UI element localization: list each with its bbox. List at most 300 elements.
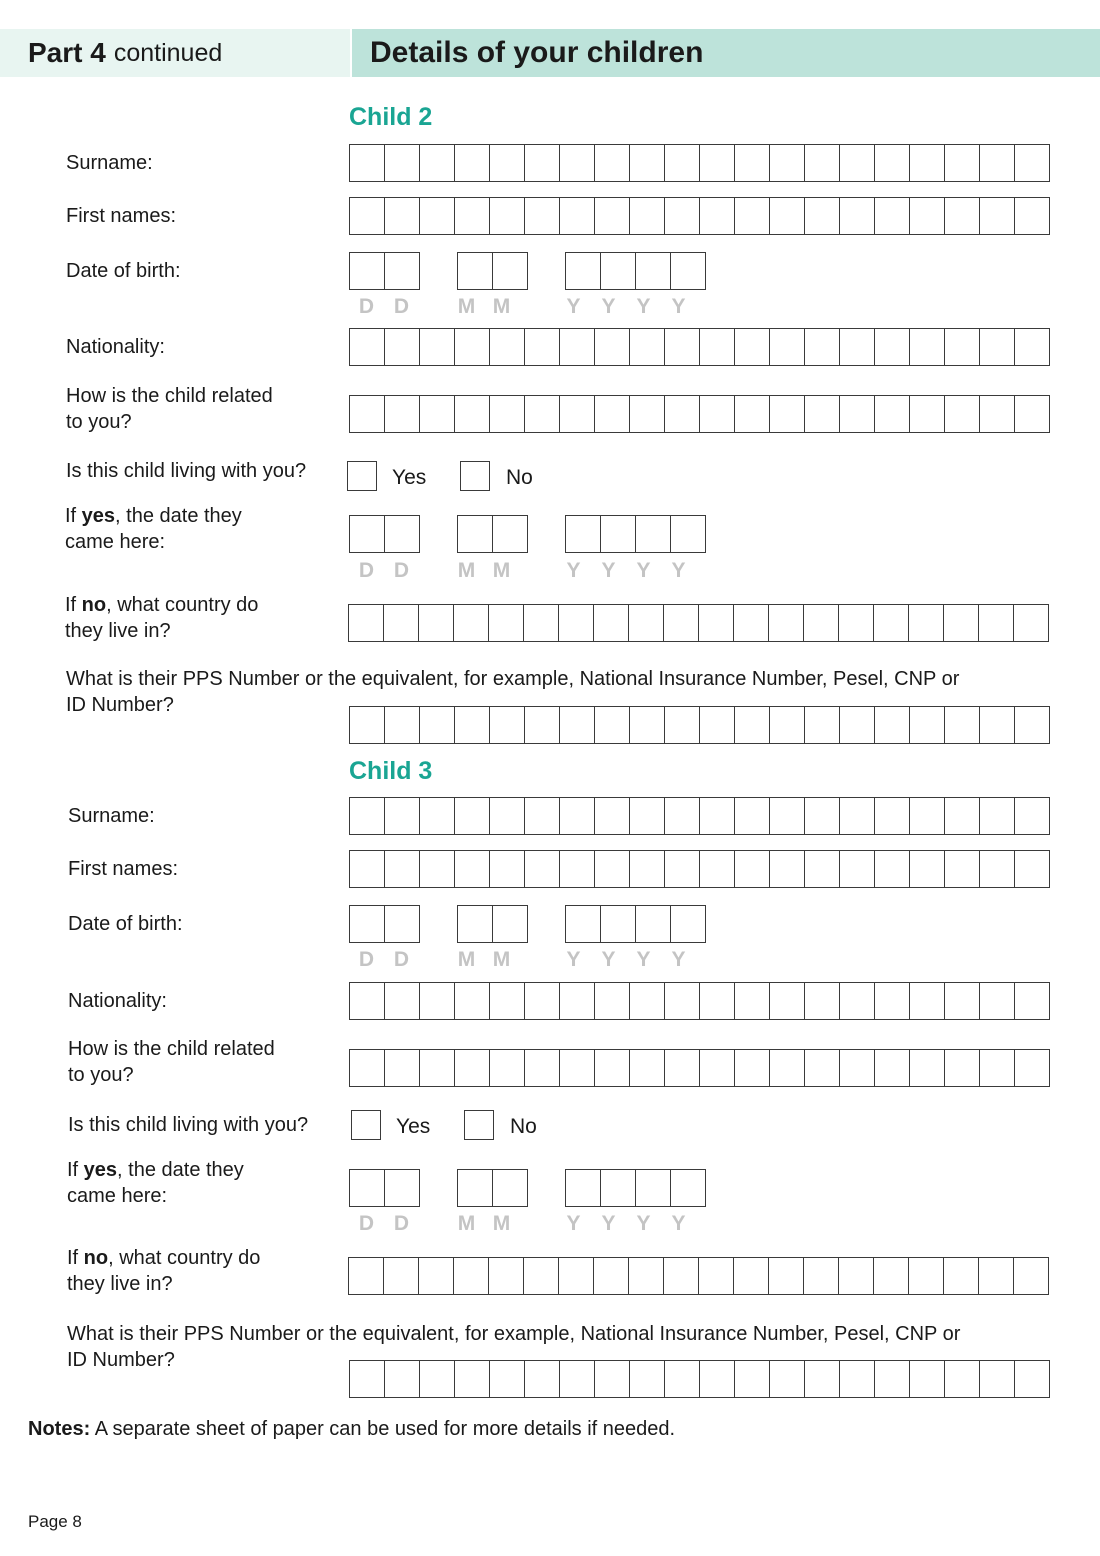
child-2-came-month-field[interactable] <box>457 515 528 553</box>
child-3-first-names-field-cell[interactable] <box>944 850 980 888</box>
child-3-relation-field-cell[interactable] <box>454 1049 490 1087</box>
child-3-pps-field-cell[interactable] <box>699 1360 735 1398</box>
child-2-first-names-field-cell[interactable] <box>559 197 595 235</box>
child-2-nationality-field[interactable] <box>349 328 1050 366</box>
child-2-pps-field-cell[interactable] <box>419 706 455 744</box>
child-2-relation-field-cell[interactable] <box>349 395 385 433</box>
child-3-relation-field-cell[interactable] <box>1014 1049 1050 1087</box>
child-3-surname-field-cell[interactable] <box>699 797 735 835</box>
child-3-pps-field-cell[interactable] <box>944 1360 980 1398</box>
child-3-nationality-field-cell[interactable] <box>629 982 665 1020</box>
child-2-nationality-field-cell[interactable] <box>594 328 630 366</box>
child-2-nationality-field-cell[interactable] <box>384 328 420 366</box>
child-2-nationality-field-cell[interactable] <box>629 328 665 366</box>
child-3-country-field-cell[interactable] <box>418 1257 454 1295</box>
child-2-relation-field-cell[interactable] <box>769 395 805 433</box>
child-2-came-year-field[interactable] <box>565 515 706 553</box>
child-3-country-field-cell[interactable] <box>908 1257 944 1295</box>
child-2-dob-day-field-cell[interactable] <box>349 252 385 290</box>
child-2-surname-field-cell[interactable] <box>419 144 455 182</box>
child-3-nationality-field[interactable] <box>349 982 1050 1020</box>
child-3-came-year-field-cell[interactable] <box>635 1169 671 1207</box>
child-3-nationality-field-cell[interactable] <box>839 982 875 1020</box>
child-3-country-field-cell[interactable] <box>698 1257 734 1295</box>
child-2-first-names-field-cell[interactable] <box>454 197 490 235</box>
child-2-came-year-field-cell[interactable] <box>565 515 601 553</box>
child-2-pps-field-cell[interactable] <box>384 706 420 744</box>
child-2-dob-day-field[interactable] <box>349 252 420 290</box>
child-3-living-yes-checkbox[interactable] <box>351 1110 381 1140</box>
child-3-surname-field-cell[interactable] <box>594 797 630 835</box>
child-3-pps-field-cell[interactable] <box>559 1360 595 1398</box>
child-2-pps-field-cell[interactable] <box>874 706 910 744</box>
child-3-nationality-field-cell[interactable] <box>1014 982 1050 1020</box>
child-3-country-field-cell[interactable] <box>803 1257 839 1295</box>
child-2-relation-field-cell[interactable] <box>839 395 875 433</box>
child-2-living-yes-checkbox[interactable] <box>347 461 377 491</box>
child-3-nationality-field-cell[interactable] <box>804 982 840 1020</box>
child-3-relation-field[interactable] <box>349 1049 1050 1087</box>
child-2-surname-field-cell[interactable] <box>909 144 945 182</box>
child-3-first-names-field-cell[interactable] <box>804 850 840 888</box>
child-3-country-field-cell[interactable] <box>733 1257 769 1295</box>
child-2-relation-field-cell[interactable] <box>909 395 945 433</box>
child-2-first-names-field-cell[interactable] <box>489 197 525 235</box>
child-2-nationality-field-cell[interactable] <box>664 328 700 366</box>
child-3-dob-month-field-cell[interactable] <box>492 905 528 943</box>
child-3-dob-year-field-cell[interactable] <box>600 905 636 943</box>
child-3-pps-field-cell[interactable] <box>664 1360 700 1398</box>
child-3-pps-field-cell[interactable] <box>874 1360 910 1398</box>
child-3-first-names-field-cell[interactable] <box>629 850 665 888</box>
child-3-first-names-field-cell[interactable] <box>874 850 910 888</box>
child-3-country-field-cell[interactable] <box>978 1257 1014 1295</box>
child-2-living-no-checkbox[interactable] <box>460 461 490 491</box>
child-2-pps-field-cell[interactable] <box>594 706 630 744</box>
child-2-relation-field-cell[interactable] <box>944 395 980 433</box>
child-3-pps-field-cell[interactable] <box>419 1360 455 1398</box>
child-3-first-names-field-cell[interactable] <box>349 850 385 888</box>
child-2-first-names-field-cell[interactable] <box>909 197 945 235</box>
child-2-pps-field-cell[interactable] <box>489 706 525 744</box>
child-3-relation-field-cell[interactable] <box>804 1049 840 1087</box>
child-2-surname-field-cell[interactable] <box>734 144 770 182</box>
child-2-pps-field-cell[interactable] <box>804 706 840 744</box>
child-2-surname-field-cell[interactable] <box>594 144 630 182</box>
child-2-relation-field[interactable] <box>349 395 1050 433</box>
child-2-came-month-field-cell[interactable] <box>492 515 528 553</box>
child-3-country-field-cell[interactable] <box>663 1257 699 1295</box>
child-2-surname-field-cell[interactable] <box>454 144 490 182</box>
child-3-pps-field-cell[interactable] <box>769 1360 805 1398</box>
child-2-relation-field-cell[interactable] <box>454 395 490 433</box>
child-3-came-month-field-cell[interactable] <box>492 1169 528 1207</box>
child-2-country-field-cell[interactable] <box>733 604 769 642</box>
child-2-came-day-field-cell[interactable] <box>349 515 385 553</box>
child-2-relation-field-cell[interactable] <box>804 395 840 433</box>
child-3-surname-field-cell[interactable] <box>629 797 665 835</box>
child-2-nationality-field-cell[interactable] <box>419 328 455 366</box>
child-3-surname-field-cell[interactable] <box>559 797 595 835</box>
child-2-surname-field-cell[interactable] <box>804 144 840 182</box>
child-3-surname-field-cell[interactable] <box>944 797 980 835</box>
child-3-nationality-field-cell[interactable] <box>874 982 910 1020</box>
child-2-surname-field-cell[interactable] <box>979 144 1015 182</box>
child-2-first-names-field-cell[interactable] <box>594 197 630 235</box>
child-3-country-field-cell[interactable] <box>558 1257 594 1295</box>
child-3-nationality-field-cell[interactable] <box>419 982 455 1020</box>
child-3-nationality-field-cell[interactable] <box>384 982 420 1020</box>
child-2-pps-field-cell[interactable] <box>839 706 875 744</box>
child-2-dob-month-field[interactable] <box>457 252 528 290</box>
child-2-nationality-field-cell[interactable] <box>734 328 770 366</box>
child-2-surname-field-cell[interactable] <box>769 144 805 182</box>
child-3-pps-field-cell[interactable] <box>489 1360 525 1398</box>
child-2-first-names-field-cell[interactable] <box>874 197 910 235</box>
child-3-country-field-cell[interactable] <box>348 1257 384 1295</box>
child-3-nationality-field-cell[interactable] <box>769 982 805 1020</box>
child-2-pps-field-cell[interactable] <box>629 706 665 744</box>
child-3-country-field-cell[interactable] <box>593 1257 629 1295</box>
child-2-country-field-cell[interactable] <box>803 604 839 642</box>
child-2-relation-field-cell[interactable] <box>734 395 770 433</box>
child-3-surname-field[interactable] <box>349 797 1050 835</box>
child-2-pps-field-cell[interactable] <box>664 706 700 744</box>
child-3-dob-day-field-cell[interactable] <box>349 905 385 943</box>
child-2-pps-field[interactable] <box>349 706 1050 744</box>
child-2-dob-month-field-cell[interactable] <box>492 252 528 290</box>
child-3-dob-month-field-cell[interactable] <box>457 905 493 943</box>
child-3-dob-day-field-cell[interactable] <box>384 905 420 943</box>
child-3-nationality-field-cell[interactable] <box>594 982 630 1020</box>
child-2-country-field-cell[interactable] <box>663 604 699 642</box>
child-3-country-field-cell[interactable] <box>768 1257 804 1295</box>
child-2-first-names-field-cell[interactable] <box>384 197 420 235</box>
child-2-pps-field-cell[interactable] <box>944 706 980 744</box>
child-3-relation-field-cell[interactable] <box>874 1049 910 1087</box>
child-3-dob-year-field-cell[interactable] <box>565 905 601 943</box>
child-3-surname-field-cell[interactable] <box>734 797 770 835</box>
child-3-dob-day-field[interactable] <box>349 905 420 943</box>
child-3-country-field[interactable] <box>348 1257 1049 1295</box>
child-2-relation-field-cell[interactable] <box>699 395 735 433</box>
child-3-came-day-field-cell[interactable] <box>349 1169 385 1207</box>
child-3-nationality-field-cell[interactable] <box>524 982 560 1020</box>
child-3-pps-field-cell[interactable] <box>839 1360 875 1398</box>
child-2-relation-field-cell[interactable] <box>384 395 420 433</box>
child-3-country-field-cell[interactable] <box>873 1257 909 1295</box>
child-3-surname-field-cell[interactable] <box>804 797 840 835</box>
child-2-country-field-cell[interactable] <box>943 604 979 642</box>
child-3-surname-field-cell[interactable] <box>524 797 560 835</box>
child-2-first-names-field-cell[interactable] <box>804 197 840 235</box>
child-3-pps-field-cell[interactable] <box>909 1360 945 1398</box>
child-2-pps-field-cell[interactable] <box>769 706 805 744</box>
child-3-nationality-field-cell[interactable] <box>734 982 770 1020</box>
child-3-relation-field-cell[interactable] <box>664 1049 700 1087</box>
child-2-pps-field-cell[interactable] <box>559 706 595 744</box>
child-2-pps-field-cell[interactable] <box>909 706 945 744</box>
child-2-country-field-cell[interactable] <box>628 604 664 642</box>
child-3-surname-field-cell[interactable] <box>664 797 700 835</box>
child-3-surname-field-cell[interactable] <box>979 797 1015 835</box>
child-2-came-day-field[interactable] <box>349 515 420 553</box>
child-2-nationality-field-cell[interactable] <box>979 328 1015 366</box>
child-2-nationality-field-cell[interactable] <box>944 328 980 366</box>
child-3-country-field-cell[interactable] <box>838 1257 874 1295</box>
child-2-country-field-cell[interactable] <box>348 604 384 642</box>
child-2-country-field-cell[interactable] <box>978 604 1014 642</box>
child-3-country-field-cell[interactable] <box>523 1257 559 1295</box>
child-2-nationality-field-cell[interactable] <box>489 328 525 366</box>
child-3-pps-field-cell[interactable] <box>979 1360 1015 1398</box>
child-3-came-month-field-cell[interactable] <box>457 1169 493 1207</box>
child-2-first-names-field-cell[interactable] <box>419 197 455 235</box>
child-3-country-field-cell[interactable] <box>488 1257 524 1295</box>
child-3-dob-year-field-cell[interactable] <box>670 905 706 943</box>
child-3-came-day-field[interactable] <box>349 1169 420 1207</box>
child-2-country-field-cell[interactable] <box>593 604 629 642</box>
child-3-nationality-field-cell[interactable] <box>979 982 1015 1020</box>
child-2-came-day-field-cell[interactable] <box>384 515 420 553</box>
child-2-nationality-field-cell[interactable] <box>769 328 805 366</box>
child-2-relation-field-cell[interactable] <box>559 395 595 433</box>
child-3-dob-month-field[interactable] <box>457 905 528 943</box>
child-2-surname-field-cell[interactable] <box>699 144 735 182</box>
child-2-came-month-field-cell[interactable] <box>457 515 493 553</box>
child-3-pps-field[interactable] <box>349 1360 1050 1398</box>
child-3-first-names-field-cell[interactable] <box>454 850 490 888</box>
child-2-surname-field-cell[interactable] <box>629 144 665 182</box>
child-2-country-field-cell[interactable] <box>698 604 734 642</box>
child-3-relation-field-cell[interactable] <box>944 1049 980 1087</box>
child-2-nationality-field-cell[interactable] <box>524 328 560 366</box>
child-2-first-names-field-cell[interactable] <box>664 197 700 235</box>
child-2-pps-field-cell[interactable] <box>1014 706 1050 744</box>
child-2-nationality-field-cell[interactable] <box>839 328 875 366</box>
child-3-nationality-field-cell[interactable] <box>664 982 700 1020</box>
child-3-first-names-field-cell[interactable] <box>419 850 455 888</box>
child-3-pps-field-cell[interactable] <box>454 1360 490 1398</box>
child-2-country-field-cell[interactable] <box>1013 604 1049 642</box>
child-3-pps-field-cell[interactable] <box>1014 1360 1050 1398</box>
child-2-country-field-cell[interactable] <box>523 604 559 642</box>
child-2-dob-year-field[interactable] <box>565 252 706 290</box>
child-3-first-names-field-cell[interactable] <box>664 850 700 888</box>
child-3-dob-year-field-cell[interactable] <box>635 905 671 943</box>
child-2-nationality-field-cell[interactable] <box>699 328 735 366</box>
child-3-country-field-cell[interactable] <box>453 1257 489 1295</box>
child-2-nationality-field-cell[interactable] <box>454 328 490 366</box>
child-2-dob-month-field-cell[interactable] <box>457 252 493 290</box>
child-2-pps-field-cell[interactable] <box>524 706 560 744</box>
child-2-surname-field-cell[interactable] <box>874 144 910 182</box>
child-3-nationality-field-cell[interactable] <box>349 982 385 1020</box>
child-2-came-year-field-cell[interactable] <box>635 515 671 553</box>
child-3-first-names-field-cell[interactable] <box>839 850 875 888</box>
child-2-first-names-field-cell[interactable] <box>524 197 560 235</box>
child-2-dob-year-field-cell[interactable] <box>600 252 636 290</box>
child-2-pps-field-cell[interactable] <box>979 706 1015 744</box>
child-3-surname-field-cell[interactable] <box>454 797 490 835</box>
child-2-surname-field-cell[interactable] <box>944 144 980 182</box>
child-3-first-names-field-cell[interactable] <box>489 850 525 888</box>
child-3-first-names-field-cell[interactable] <box>909 850 945 888</box>
child-3-surname-field-cell[interactable] <box>909 797 945 835</box>
child-2-first-names-field-cell[interactable] <box>629 197 665 235</box>
child-2-country-field-cell[interactable] <box>488 604 524 642</box>
child-3-nationality-field-cell[interactable] <box>454 982 490 1020</box>
child-3-surname-field-cell[interactable] <box>1014 797 1050 835</box>
child-2-country-field-cell[interactable] <box>908 604 944 642</box>
child-2-relation-field-cell[interactable] <box>489 395 525 433</box>
child-3-came-year-field-cell[interactable] <box>670 1169 706 1207</box>
child-2-surname-field[interactable] <box>349 144 1050 182</box>
child-2-nationality-field-cell[interactable] <box>804 328 840 366</box>
child-3-pps-field-cell[interactable] <box>804 1360 840 1398</box>
child-2-country-field-cell[interactable] <box>873 604 909 642</box>
child-3-nationality-field-cell[interactable] <box>944 982 980 1020</box>
child-3-pps-field-cell[interactable] <box>629 1360 665 1398</box>
child-3-relation-field-cell[interactable] <box>489 1049 525 1087</box>
child-3-country-field-cell[interactable] <box>383 1257 419 1295</box>
child-3-dob-year-field[interactable] <box>565 905 706 943</box>
child-3-country-field-cell[interactable] <box>628 1257 664 1295</box>
child-3-first-names-field-cell[interactable] <box>1014 850 1050 888</box>
child-2-first-names-field-cell[interactable] <box>699 197 735 235</box>
child-3-first-names-field-cell[interactable] <box>979 850 1015 888</box>
child-2-first-names-field[interactable] <box>349 197 1050 235</box>
child-2-nationality-field-cell[interactable] <box>874 328 910 366</box>
child-3-surname-field-cell[interactable] <box>769 797 805 835</box>
child-3-relation-field-cell[interactable] <box>384 1049 420 1087</box>
child-2-first-names-field-cell[interactable] <box>769 197 805 235</box>
child-3-surname-field-cell[interactable] <box>874 797 910 835</box>
child-3-relation-field-cell[interactable] <box>419 1049 455 1087</box>
child-3-pps-field-cell[interactable] <box>384 1360 420 1398</box>
child-2-country-field-cell[interactable] <box>838 604 874 642</box>
child-3-country-field-cell[interactable] <box>1013 1257 1049 1295</box>
child-3-relation-field-cell[interactable] <box>769 1049 805 1087</box>
child-2-first-names-field-cell[interactable] <box>734 197 770 235</box>
child-3-came-year-field-cell[interactable] <box>565 1169 601 1207</box>
child-2-dob-year-field-cell[interactable] <box>670 252 706 290</box>
child-2-country-field[interactable] <box>348 604 1049 642</box>
child-2-country-field-cell[interactable] <box>768 604 804 642</box>
child-2-relation-field-cell[interactable] <box>664 395 700 433</box>
child-3-relation-field-cell[interactable] <box>979 1049 1015 1087</box>
child-2-nationality-field-cell[interactable] <box>349 328 385 366</box>
child-3-surname-field-cell[interactable] <box>384 797 420 835</box>
child-2-first-names-field-cell[interactable] <box>1014 197 1050 235</box>
child-3-country-field-cell[interactable] <box>943 1257 979 1295</box>
child-3-pps-field-cell[interactable] <box>349 1360 385 1398</box>
child-2-first-names-field-cell[interactable] <box>839 197 875 235</box>
child-3-living-no-checkbox[interactable] <box>464 1110 494 1140</box>
child-3-came-year-field-cell[interactable] <box>600 1169 636 1207</box>
child-3-relation-field-cell[interactable] <box>909 1049 945 1087</box>
child-2-nationality-field-cell[interactable] <box>909 328 945 366</box>
child-2-relation-field-cell[interactable] <box>594 395 630 433</box>
child-2-surname-field-cell[interactable] <box>489 144 525 182</box>
child-3-pps-field-cell[interactable] <box>524 1360 560 1398</box>
child-2-dob-year-field-cell[interactable] <box>565 252 601 290</box>
child-2-pps-field-cell[interactable] <box>734 706 770 744</box>
child-3-relation-field-cell[interactable] <box>559 1049 595 1087</box>
child-2-pps-field-cell[interactable] <box>349 706 385 744</box>
child-2-pps-field-cell[interactable] <box>454 706 490 744</box>
child-3-nationality-field-cell[interactable] <box>559 982 595 1020</box>
child-2-came-year-field-cell[interactable] <box>670 515 706 553</box>
child-2-relation-field-cell[interactable] <box>1014 395 1050 433</box>
child-3-first-names-field-cell[interactable] <box>384 850 420 888</box>
child-3-surname-field-cell[interactable] <box>419 797 455 835</box>
child-3-surname-field-cell[interactable] <box>839 797 875 835</box>
child-2-pps-field-cell[interactable] <box>699 706 735 744</box>
child-2-relation-field-cell[interactable] <box>874 395 910 433</box>
child-3-relation-field-cell[interactable] <box>629 1049 665 1087</box>
child-3-first-names-field-cell[interactable] <box>769 850 805 888</box>
child-2-relation-field-cell[interactable] <box>629 395 665 433</box>
child-2-nationality-field-cell[interactable] <box>559 328 595 366</box>
child-2-surname-field-cell[interactable] <box>524 144 560 182</box>
child-2-relation-field-cell[interactable] <box>524 395 560 433</box>
child-3-surname-field-cell[interactable] <box>489 797 525 835</box>
child-2-surname-field-cell[interactable] <box>384 144 420 182</box>
child-3-first-names-field-cell[interactable] <box>524 850 560 888</box>
child-2-relation-field-cell[interactable] <box>419 395 455 433</box>
child-3-came-year-field[interactable] <box>565 1169 706 1207</box>
child-3-relation-field-cell[interactable] <box>524 1049 560 1087</box>
child-2-relation-field-cell[interactable] <box>979 395 1015 433</box>
child-2-surname-field-cell[interactable] <box>559 144 595 182</box>
child-3-relation-field-cell[interactable] <box>699 1049 735 1087</box>
child-2-country-field-cell[interactable] <box>453 604 489 642</box>
child-3-came-month-field[interactable] <box>457 1169 528 1207</box>
child-2-first-names-field-cell[interactable] <box>944 197 980 235</box>
child-3-pps-field-cell[interactable] <box>734 1360 770 1398</box>
child-2-country-field-cell[interactable] <box>383 604 419 642</box>
child-2-dob-year-field-cell[interactable] <box>635 252 671 290</box>
child-2-dob-day-field-cell[interactable] <box>384 252 420 290</box>
child-3-came-day-field-cell[interactable] <box>384 1169 420 1207</box>
child-2-came-year-field-cell[interactable] <box>600 515 636 553</box>
child-2-country-field-cell[interactable] <box>418 604 454 642</box>
child-2-surname-field-cell[interactable] <box>1014 144 1050 182</box>
child-3-relation-field-cell[interactable] <box>349 1049 385 1087</box>
child-3-nationality-field-cell[interactable] <box>699 982 735 1020</box>
child-2-surname-field-cell[interactable] <box>664 144 700 182</box>
child-3-first-names-field[interactable] <box>349 850 1050 888</box>
child-3-first-names-field-cell[interactable] <box>699 850 735 888</box>
child-3-first-names-field-cell[interactable] <box>734 850 770 888</box>
child-3-nationality-field-cell[interactable] <box>909 982 945 1020</box>
child-2-first-names-field-cell[interactable] <box>349 197 385 235</box>
child-2-country-field-cell[interactable] <box>558 604 594 642</box>
child-3-relation-field-cell[interactable] <box>839 1049 875 1087</box>
child-3-first-names-field-cell[interactable] <box>594 850 630 888</box>
child-3-first-names-field-cell[interactable] <box>559 850 595 888</box>
child-3-pps-field-cell[interactable] <box>594 1360 630 1398</box>
child-2-nationality-field-cell[interactable] <box>1014 328 1050 366</box>
child-2-surname-field-cell[interactable] <box>839 144 875 182</box>
child-3-nationality-field-cell[interactable] <box>489 982 525 1020</box>
child-3-surname-field-cell[interactable] <box>349 797 385 835</box>
child-3-relation-field-cell[interactable] <box>734 1049 770 1087</box>
child-3-relation-field-cell[interactable] <box>594 1049 630 1087</box>
child-2-first-names-field-cell[interactable] <box>979 197 1015 235</box>
child-2-surname-field-cell[interactable] <box>349 144 385 182</box>
